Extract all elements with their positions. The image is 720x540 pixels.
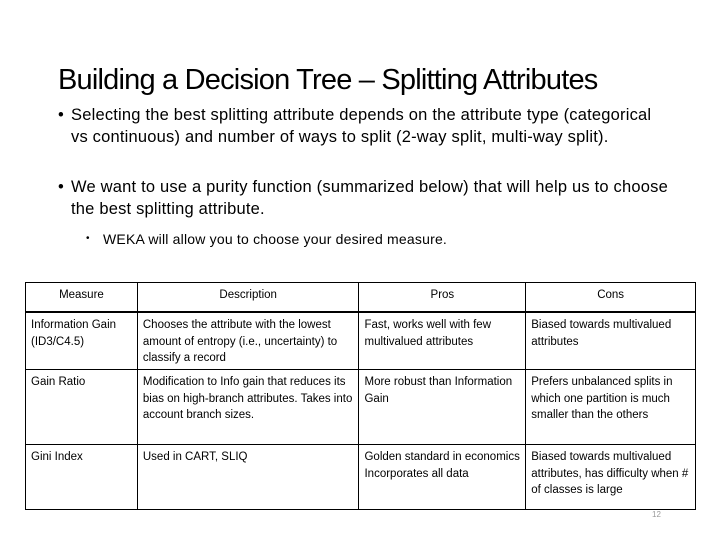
bullet-glyph: •: [58, 106, 64, 124]
bullet-item: [58, 104, 668, 148]
column-header-cons: Cons: [526, 283, 696, 313]
cell-pros: More robust than Information Gain: [359, 370, 526, 445]
bullet-text: Selecting the best splitting attribute depends on the attribute type (categorical vs continuous) and number of ways to split (2-way split, multi-way split).: [71, 106, 652, 146]
cell-pros: Fast, works well with few multivalued attributes: [359, 312, 526, 370]
cell-pros: Golden standard in economics Incorporates all data: [359, 445, 526, 510]
slide-title: Building a Decision Tree – Splitting Attributes: [58, 64, 598, 96]
cell-measure: Information Gain (ID3/C4.5): [26, 312, 138, 370]
measures-table-container: [25, 282, 696, 518]
bullet-text: We want to use a purity function (summarized below) that will help us to choose the best splitting attribute.: [71, 178, 668, 218]
cell-measure: Gini Index: [26, 445, 138, 510]
page-number: 12: [652, 510, 661, 519]
cell-description: Chooses the attribute with the lowest amount of entropy (i.e., uncertainty) to classify a record: [137, 312, 359, 370]
sub-bullet-text: WEKA will allow you to choose your desired measure.: [103, 231, 448, 247]
table-header-row: [26, 283, 696, 313]
cell-cons: Biased towards multivalued attributes: [526, 312, 696, 370]
cell-description: Modification to Info gain that reduces its bias on high-branch attributes. Takes into account branch sizes.: [137, 370, 359, 445]
column-header-description: Description: [137, 283, 359, 313]
cell-description: Used in CART, SLIQ: [137, 445, 359, 510]
measures-table: [25, 282, 696, 510]
column-header-pros: Pros: [359, 283, 526, 313]
sub-bullet-item: [86, 230, 668, 248]
cell-cons: Biased towards multivalued attributes, has difficulty when # of classes is large: [526, 445, 696, 510]
column-header-measure: Measure: [26, 283, 138, 313]
cell-measure: Gain Ratio: [26, 370, 138, 445]
cell-cons: Prefers unbalanced splits in which one partition is much smaller than the others: [526, 370, 696, 445]
table-row: [26, 312, 696, 370]
bullet-list: [58, 104, 668, 248]
bullet-glyph: •: [58, 178, 64, 196]
bullet-item: [58, 176, 668, 220]
table-row: [26, 445, 696, 510]
table-row: [26, 370, 696, 445]
bullet-glyph: •: [86, 233, 90, 244]
